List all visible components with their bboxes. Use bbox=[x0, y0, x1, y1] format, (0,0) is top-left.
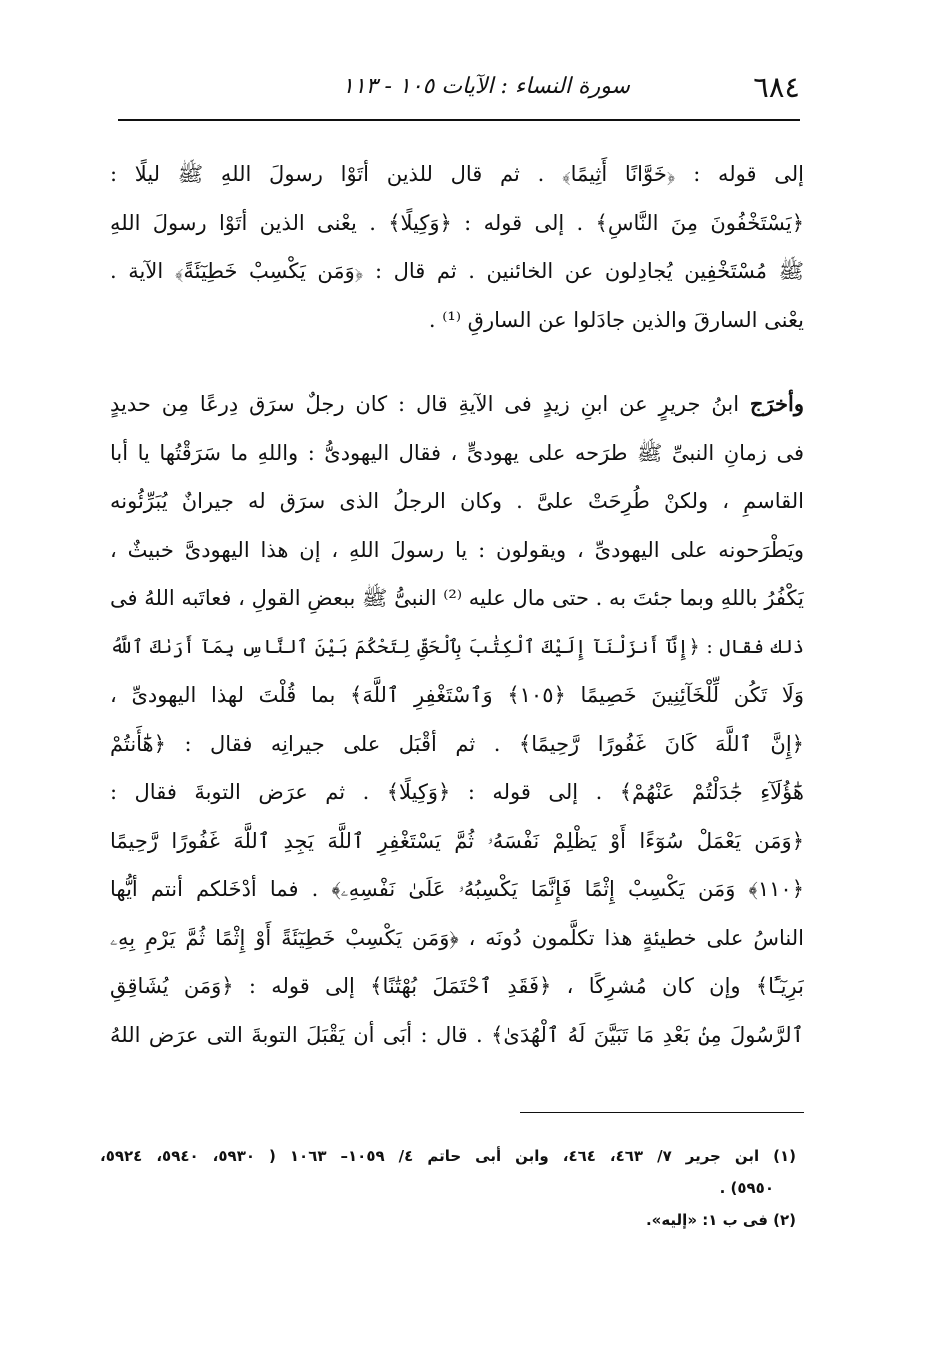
text-line: بَرِيٓـًٔا﴾ وإن كان مُشرِكًا ، ﴿فَقَدِ ٱحْتَمَلَ بُهْتَٰنًا﴾ إلى قوله : ﴿وَمَن يُشَاقِقِ bbox=[110, 974, 804, 998]
running-title: سورة النساء : الآيات ١٠٥ - ١١٣ bbox=[342, 74, 630, 99]
text-line: الناسُ على خطيئةٍ هذا تكلَّمون دُونَه ، ﴿وَمَن يَكْسِبْ خَطِيٓئَةً أَوْ إِثْمًا ثُمَّ يَرْمِ بِهِۦ bbox=[110, 925, 804, 950]
lead-word: وأخرَج bbox=[749, 391, 804, 416]
text-line: ﴿وَمَن يَعْمَلْ سُوٓءًا أَوْ يَظْلِمْ نَفْسَهُۥ ثُمَّ يَسْتَغْفِرِ ٱللَّهَ يَجِدِ ٱللَّهَ غَفُورًا رَّحِيمًا bbox=[110, 828, 804, 853]
footnotes bbox=[100, 1140, 796, 1236]
text-line: يعْنى السارقَ والذين جادَلوا عن السارقِ ⁽¹⁾ . bbox=[428, 307, 804, 332]
text-line: ﴿١١٠﴾ وَمَن يَكْسِبْ إِثْمًا فَإِنَّمَا يَكْسِبُهُۥ عَلَىٰ نَفْسِهِۦ﴾ . فما أدْخَلكم أنتم أيُّها bbox=[110, 877, 804, 901]
text-line: ٱلرَّسُولَ مِنۢ بَعْدِ مَا تَبَيَّنَ لَهُ ٱلْهُدَىٰ﴾ . قال : أبَى أن يَقْبَلَ التوبةَ التى عرَض اللهُ bbox=[110, 1022, 804, 1047]
text-line: وَلَا تَكُن لِّلْخَآئِنِينَ خَصِيمًا ﴿١٠٥﴾ وَٱسْتَغْفِرِ ٱللَّهَ﴾ بما قُلْتَ لهذا اليهودىِّ ، bbox=[110, 683, 804, 707]
text-span: ابنُ جريرٍ عن ابنِ زيدٍ فى الآيةِ قال : كان رجلٌ سرَق دِرعًا مِن حديدٍ bbox=[110, 392, 750, 416]
paragraph-gap bbox=[110, 344, 804, 380]
page-number: ٦٨٤ bbox=[753, 70, 800, 104]
text-line bbox=[110, 380, 804, 429]
footnote-2: (٢) فى ب ١: «إليه». bbox=[645, 1211, 796, 1229]
footnote-1: (١) ابن جرير ٧/ ٤٦٣، ٤٦٤، وابن أبى حاتم ٤/ ١٠٥٩– ١٠٦٣ ( ٥٩٣٠، ٥٩٤٠، ٥٩٢٤، bbox=[100, 1147, 796, 1165]
text-line: يَكْفُرُ باللهِ وبما جئتَ به . حتى مال عليه ⁽²⁾ النبىُّ ﷺ ببعضِ القولِ ، فعاتَبه اللهُ فى bbox=[110, 586, 804, 610]
footnote-rule bbox=[520, 1112, 804, 1113]
text-line: ذلك فقال : ﴿إِنَّآ أَنزَلْنَآ إِلَيْكَ ٱلْكِتَٰبَ بِٱلْحَقِّ لِتَحْكُمَ بَيْنَ ٱلنَّاسِ بِمَآ أَرَىٰكَ ٱللَّهُ bbox=[110, 635, 804, 658]
text-line: هَٰٓؤُلَآءِ جَٰدَلْتُمْ عَنْهُمْ﴾ . إلى قوله : ﴿وَكِيلًا﴾ . ثم عرَض التوبةَ فقال : bbox=[110, 780, 804, 804]
main-text bbox=[110, 150, 804, 1059]
text-line: إلى قوله : ﴿خَوَّانًا أَثِيمًا﴾ . ثم قال للذين أتَوْا رسولَ اللهِ ﷺ ليلًا : bbox=[110, 162, 804, 186]
text-line: ﴿إِنَّ ٱللَّهَ كَانَ غَفُورًا رَّحِيمًا﴾ . ثم أقْبَل على جيرانِه فقال : ﴿هَٰٓأَنتُمْ bbox=[110, 731, 804, 756]
text-line: ﴿يَسْتَخْفُونَ مِنَ النَّاسِ﴾ . إلى قوله : ﴿وَكِيلًا﴾ . يعْنى الذين أتَوْا رسولَ اللهِ bbox=[110, 210, 804, 235]
text-line: ﷺ مُسْتَخْفِين يُجادِلون عن الخائنين . ثم قال : ﴿وَمَن يَكْسِبْ خَطِيٓئَةً﴾ الآية . bbox=[110, 259, 804, 283]
text-line: فى زمانِ النبىِّ ﷺ طرَحه على يهودىٍّ ، فقال اليهودىُّ : واللهِ ما سَرَقْتُها يا أبا bbox=[110, 440, 804, 465]
header-rule bbox=[118, 119, 800, 121]
text-line: القاسمِ ، ولكنْ طُرِحَتْ علىَّ . وكان الرجلُ الذى سرَق له جيرانٌ يُبَرِّئُونه bbox=[110, 489, 804, 513]
page-header bbox=[118, 68, 800, 110]
footnote-1-continued: ٥٩٥٠) . bbox=[719, 1179, 774, 1197]
text-line: ويَطْرَحونه على اليهودىِّ ، ويقولون : يا رسولَ اللهِ ، إن هذا اليهودىَّ خبيثٌ ، bbox=[110, 537, 804, 562]
